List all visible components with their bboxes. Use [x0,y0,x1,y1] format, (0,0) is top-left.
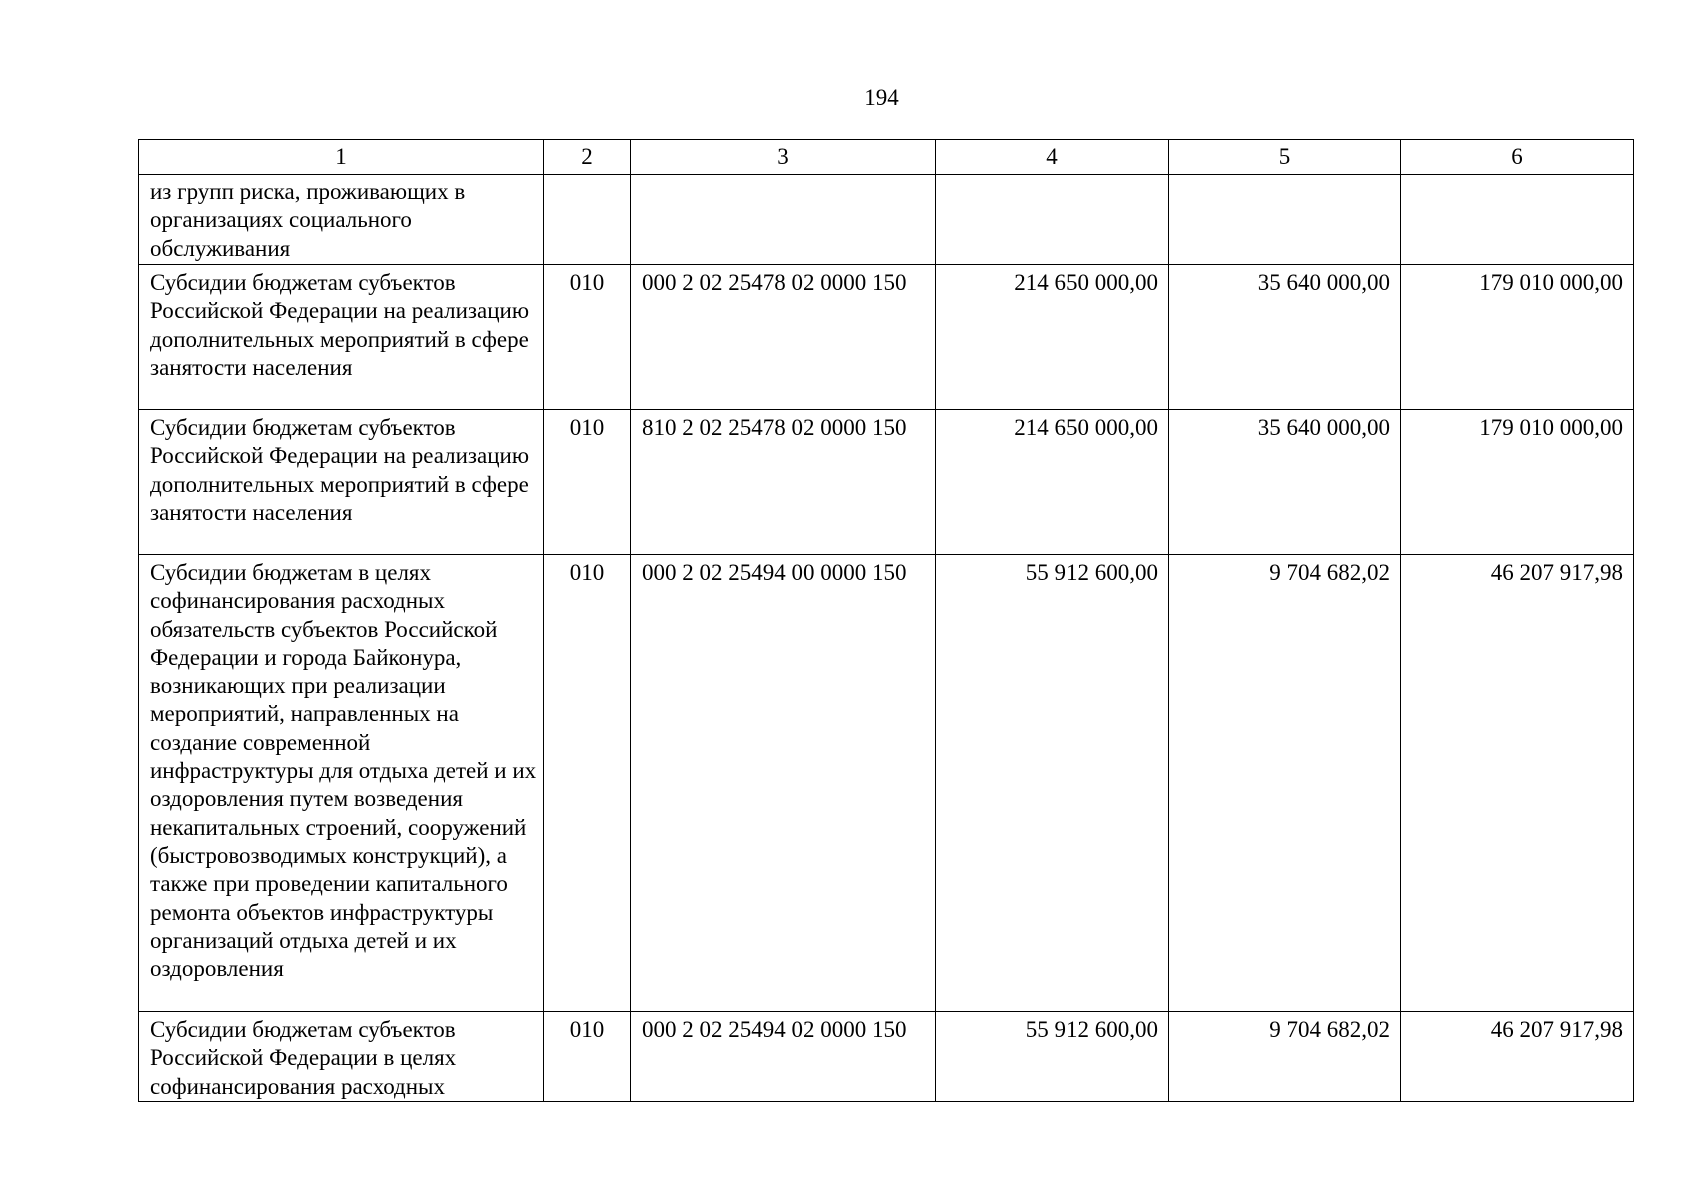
row-col5-cell: 9 704 682,02 [1169,555,1401,1012]
table-header-row [139,140,1634,175]
row-col5-cell [1169,175,1401,265]
table-row [139,265,1634,410]
row-name-cell: Субсидии бюджетам в целях софинансирования расходных обязательств субъектов Российской Федерации и города Байконура, возникающих при реализации мероприятий, направленных на создание современной инфраструктуры для отдыха детей и их оздоровления путем возведения некапитальных строений, сооружений (быстровозводимых конструкций), а также при проведении капитального ремонта объектов инфраструктуры организаций отдыха детей и их оздоровления [139,555,544,1012]
page-number: 194 [864,85,899,110]
row-col6-cell: 179 010 000,00 [1401,410,1634,555]
row-name-cell: Субсидии бюджетам субъектов Российской Федерации в целях софинансирования расходных [139,1012,544,1102]
row-col4-cell: 214 650 000,00 [936,410,1169,555]
row-col4-cell: 55 912 600,00 [936,1012,1169,1102]
row-col6-cell: 46 207 917,98 [1401,1012,1634,1102]
row-kbk-cell [631,175,936,265]
row-kbk-cell: 000 2 02 25478 02 0000 150 [631,265,936,410]
table-row [139,555,1634,1012]
row-kbk-cell: 000 2 02 25494 00 0000 150 [631,555,936,1012]
table-row [139,410,1634,555]
row-name-cell: Субсидии бюджетам субъектов Российской Федерации на реализацию дополнительных мероприятий в сфере занятости населения [139,410,544,555]
row-col6-cell: 46 207 917,98 [1401,555,1634,1012]
row-code-cell: 010 [544,265,631,410]
table-row [139,175,1634,265]
row-name-cell: Субсидии бюджетам субъектов Российской Федерации на реализацию дополнительных мероприятий в сфере занятости населения [139,265,544,410]
row-code-cell: 010 [544,1012,631,1102]
row-code-cell: 010 [544,410,631,555]
row-kbk-cell: 810 2 02 25478 02 0000 150 [631,410,936,555]
row-kbk-cell: 000 2 02 25494 02 0000 150 [631,1012,936,1102]
row-col5-cell: 35 640 000,00 [1169,265,1401,410]
row-col4-cell: 55 912 600,00 [936,555,1169,1012]
row-name-cell: из групп риска, проживающих в организациях социального обслуживания [139,175,544,265]
column-header: 4 [936,140,1169,175]
column-header: 1 [139,140,544,175]
row-col6-cell [1401,175,1634,265]
column-header: 2 [544,140,631,175]
budget-table [138,139,1634,1102]
column-header: 6 [1401,140,1634,175]
row-code-cell [544,175,631,265]
column-header: 5 [1169,140,1401,175]
row-col5-cell: 9 704 682,02 [1169,1012,1401,1102]
row-col4-cell [936,175,1169,265]
row-col5-cell: 35 640 000,00 [1169,410,1401,555]
table-row [139,1012,1634,1102]
row-code-cell: 010 [544,555,631,1012]
row-col6-cell: 179 010 000,00 [1401,265,1634,410]
column-header: 3 [631,140,936,175]
row-col4-cell: 214 650 000,00 [936,265,1169,410]
